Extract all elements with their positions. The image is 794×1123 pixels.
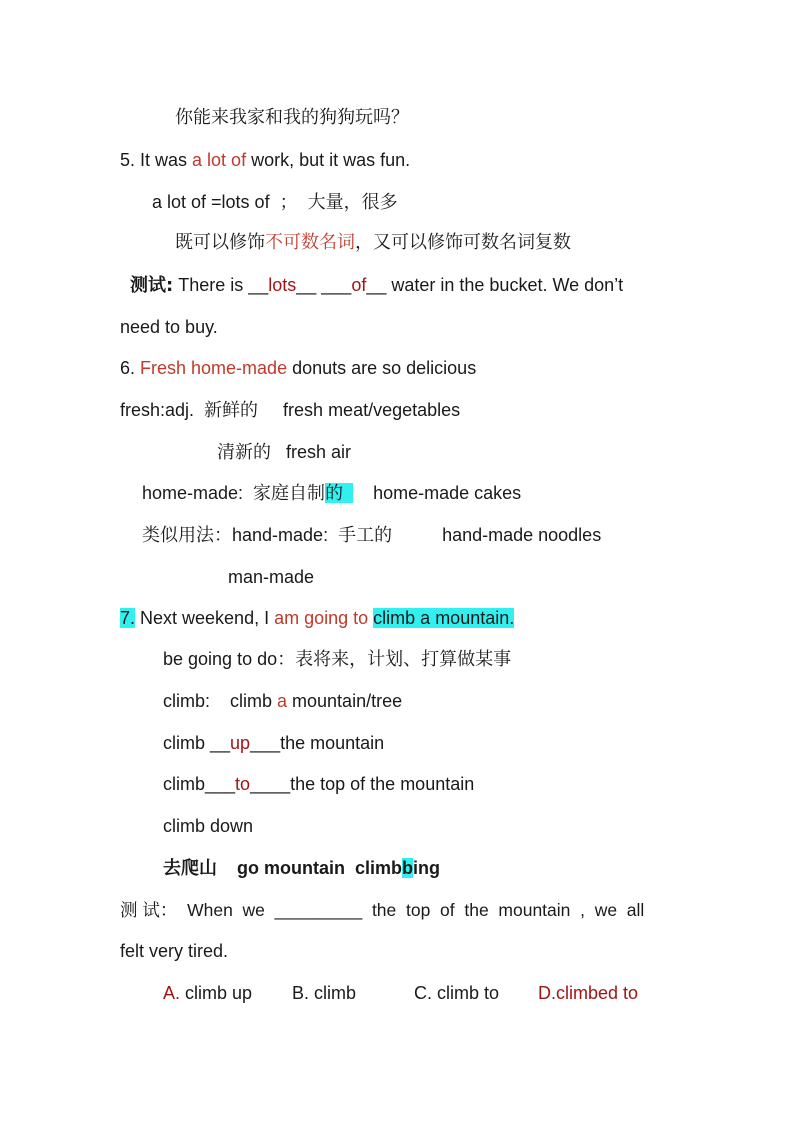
text: ___the mountain	[250, 733, 385, 753]
test-label: 测试:	[130, 275, 174, 296]
option-d: D.climbed to	[538, 983, 639, 1003]
text: climb___	[163, 774, 236, 794]
note-line: 清新的 fresh air	[217, 442, 352, 462]
keyword: a lot of	[192, 150, 247, 170]
keyword: Fresh home-made	[140, 358, 288, 378]
text: climb: climb	[163, 691, 278, 711]
text: 6.	[120, 358, 141, 378]
note-line: 类似用法：hand-made: 手工的 hand-made noodles	[142, 525, 602, 545]
note-line-bold	[163, 856, 440, 880]
keyword: 不可数名词	[265, 232, 355, 253]
keyword: am going to	[274, 608, 369, 628]
test-question-cont: felt very tired.	[120, 941, 229, 961]
option-b: B. climb	[292, 983, 357, 1003]
text: ，又可以修饰可数名词复数	[355, 232, 571, 253]
text: home-made cakes	[353, 483, 522, 503]
note-line	[163, 772, 474, 796]
item-6-sentence	[120, 356, 476, 380]
text: home-made: 家庭自制	[142, 483, 326, 503]
test-question: 测 试： When we _________ the top of the mountain , we all	[120, 900, 645, 920]
note-line: a lot of =lots of ； 大量，很多	[152, 192, 398, 212]
answer: up	[230, 733, 251, 753]
text: Next weekend, I	[135, 608, 275, 628]
item-7-sentence	[120, 606, 514, 630]
keyword: a	[277, 691, 288, 711]
text: climb up	[180, 983, 253, 1003]
test-line	[130, 273, 623, 298]
option-letter: A.	[163, 983, 181, 1003]
item-5-sentence	[120, 148, 410, 172]
note-line	[163, 731, 384, 755]
text: 既可以修饰	[175, 232, 265, 253]
text: There is __	[173, 275, 269, 295]
note-line	[142, 481, 521, 505]
note-line	[175, 231, 571, 255]
question-chinese: 你能来我家和我的狗狗玩吗？	[175, 107, 409, 128]
text: __ water in the bucket. We don’t	[366, 275, 624, 295]
text: ing	[413, 858, 441, 878]
text: 去爬山 go mountain climb	[163, 858, 403, 878]
text: climb __	[163, 733, 231, 753]
note-line: man-made	[228, 567, 315, 587]
note-line: climb down	[163, 816, 254, 836]
text: __ ___	[296, 275, 352, 295]
text: 5. It was	[120, 150, 193, 170]
test-line-cont: need to buy.	[120, 317, 218, 337]
option-a	[163, 981, 252, 1005]
option-c: C. climb to	[414, 983, 500, 1003]
answer: to	[235, 774, 251, 794]
note-line	[163, 689, 402, 713]
answer: lots	[268, 275, 297, 295]
text: donuts are so delicious	[287, 358, 477, 378]
highlight: b	[402, 858, 414, 878]
text: mountain/tree	[287, 691, 403, 711]
text: ____the top of the mountain	[250, 774, 475, 794]
highlight: 7.	[120, 608, 136, 628]
note-line: fresh:adj. 新鲜的 fresh meat/vegetables	[120, 400, 461, 420]
highlight: 的	[325, 483, 354, 503]
text: work, but it was fun.	[246, 150, 411, 170]
highlight: climb a mountain.	[373, 608, 515, 628]
note-line: be going to do：表将来，计划、打算做某事	[163, 649, 512, 669]
answer: of	[351, 275, 367, 295]
